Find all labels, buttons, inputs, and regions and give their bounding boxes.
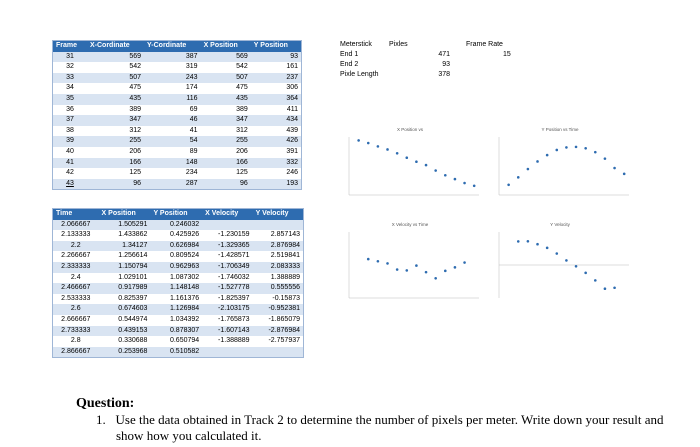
table-cell: -1.706349 [202, 262, 252, 273]
table-row [53, 94, 302, 105]
table-row [53, 52, 302, 63]
table-cell: 1.034392 [150, 315, 202, 326]
table-row [53, 251, 304, 262]
table-row [53, 62, 302, 73]
table-cell: 347 [201, 115, 251, 126]
table-cell: 243 [144, 73, 201, 84]
data-point [415, 160, 418, 163]
table-cell: -2.103175 [202, 304, 252, 315]
table-cell [202, 347, 252, 358]
table-cell: 306 [251, 83, 302, 94]
table-cell: 435 [201, 94, 251, 105]
frame-rate-block [466, 41, 511, 58]
table-cell: 31 [53, 52, 88, 63]
table-cell: 0.809524 [150, 251, 202, 262]
column-header: Time [53, 209, 99, 220]
x-position-chart [335, 127, 485, 207]
table-row [53, 147, 302, 158]
table-cell: 1.34127 [99, 241, 151, 252]
table-row [53, 73, 302, 84]
table-cell: 1.148148 [150, 283, 202, 294]
question-item [96, 412, 676, 444]
table-cell: 43 [53, 179, 88, 190]
table-cell: 0.825397 [99, 294, 151, 305]
data-point [604, 157, 607, 160]
table-cell: -0.952381 [253, 304, 304, 315]
data-point [444, 270, 447, 273]
table-cell: 1.505291 [99, 220, 151, 231]
table-cell: -1.865079 [253, 315, 304, 326]
table-cell: 435 [87, 94, 144, 105]
table-cell: 0.917989 [99, 283, 151, 294]
table-cell: 246 [251, 168, 302, 179]
table-cell: 89 [144, 147, 201, 158]
table-cell: 1.256614 [99, 251, 151, 262]
table-cell: 39 [53, 136, 88, 147]
data-point [434, 169, 437, 172]
table-row [53, 262, 304, 273]
table-row [53, 241, 304, 252]
data-point [425, 164, 428, 167]
chart-title: X Velocity vs Time [391, 222, 429, 227]
data-point [386, 262, 389, 265]
table-cell: 0.555556 [253, 283, 304, 294]
question-heading: Question: [76, 396, 135, 411]
table-cell: -0.15873 [253, 294, 304, 305]
table-cell: 391 [251, 147, 302, 158]
table-cell: -1.746032 [202, 273, 252, 284]
table-cell: 2.519841 [253, 251, 304, 262]
column-header: Frame [53, 41, 88, 52]
data-point [367, 142, 370, 145]
frame-rate-value: 15 [503, 51, 511, 58]
data-point [536, 160, 539, 163]
data-point [555, 252, 558, 255]
table-cell: 364 [251, 94, 302, 105]
chart-plot [335, 222, 485, 310]
frame-position-table [52, 40, 302, 190]
column-header: Y-Cordinate [144, 41, 201, 52]
data-point [613, 286, 616, 289]
table-cell: 2.733333 [53, 326, 99, 337]
table-cell: 2.066667 [53, 220, 99, 231]
table-cell: 507 [87, 73, 144, 84]
data-point [396, 152, 399, 155]
table-cell: -1.527778 [202, 283, 252, 294]
table-row [53, 304, 304, 315]
table-cell: 33 [53, 73, 88, 84]
table-cell: 1.433862 [99, 230, 151, 241]
data-point [454, 266, 457, 269]
data-point [594, 151, 597, 154]
table-cell: 41 [144, 126, 201, 137]
table-cell: 125 [201, 168, 251, 179]
table-row [53, 105, 302, 116]
velocity-table-body [53, 220, 304, 358]
data-point [463, 261, 466, 264]
table-cell: 569 [201, 52, 251, 63]
meterstick-title: Meterstick [340, 41, 372, 48]
meterstick-label: Pixle Length [340, 71, 379, 78]
data-point [517, 240, 520, 243]
table-row [53, 115, 302, 126]
table-cell: 0.330688 [99, 336, 151, 347]
x-velocity-chart [335, 222, 485, 310]
table-cell [202, 220, 252, 231]
table-cell: 312 [201, 126, 251, 137]
table-cell: 2.866667 [53, 347, 99, 358]
data-point [594, 279, 597, 282]
table-row [53, 347, 304, 358]
table-cell: 166 [87, 158, 144, 169]
table-cell: 0.439153 [99, 326, 151, 337]
table-cell: 319 [144, 62, 201, 73]
table-cell: 148 [144, 158, 201, 169]
table-cell: 234 [144, 168, 201, 179]
table-cell: 0.626984 [150, 241, 202, 252]
data-point [575, 265, 578, 268]
meterstick-pixels-header: Pixles [389, 41, 408, 48]
table-cell: 125 [87, 168, 144, 179]
table-cell: 42 [53, 168, 88, 179]
table-cell: 507 [201, 73, 251, 84]
table-cell: 69 [144, 105, 201, 116]
data-point [604, 287, 607, 290]
table-cell: 255 [87, 136, 144, 147]
data-point [555, 149, 558, 152]
table-cell: 0.425926 [150, 230, 202, 241]
table-cell: 0.510582 [150, 347, 202, 358]
chart-plot [485, 127, 635, 207]
table-row [53, 326, 304, 337]
data-point [444, 174, 447, 177]
table-cell: 0.962963 [150, 262, 202, 273]
table-cell: 2.6 [53, 304, 99, 315]
table-cell: 411 [251, 105, 302, 116]
table-cell: -1.825397 [202, 294, 252, 305]
table-cell: 0.674603 [99, 304, 151, 315]
table-row [53, 336, 304, 347]
table-cell: 38 [53, 126, 88, 137]
data-point [405, 156, 408, 159]
table-cell: 2.4 [53, 273, 99, 284]
column-header: X Position [99, 209, 151, 220]
data-point [357, 139, 360, 142]
data-point [386, 148, 389, 151]
table-cell: -1.607143 [202, 326, 252, 337]
data-point [405, 269, 408, 272]
frame-table-header [53, 41, 302, 52]
data-point [536, 243, 539, 246]
table-cell: 237 [251, 73, 302, 84]
chart-plot [485, 222, 635, 310]
table-cell: -2.876984 [253, 326, 304, 337]
table-cell: 96 [201, 179, 251, 190]
table-row [53, 168, 302, 179]
table-cell: 475 [201, 83, 251, 94]
table-cell: -2.757937 [253, 336, 304, 347]
question-text: Use the data obtained in Track 2 to determine the number of pixels per meter. Write down your result and show how you calculated it. [115, 412, 664, 443]
table-cell: 0.544974 [99, 315, 151, 326]
table-row [53, 273, 304, 284]
table-cell: 166 [201, 158, 251, 169]
table-cell: 1.087302 [150, 273, 202, 284]
table-row [53, 179, 302, 190]
table-cell: 2.2 [53, 241, 99, 252]
chart-title: X Position vs [396, 127, 423, 132]
meterstick-value: 93 [442, 61, 450, 68]
column-header: Y Position [251, 41, 302, 52]
column-header: X-Cordinate [87, 41, 144, 52]
table-cell: -1.428571 [202, 251, 252, 262]
meterstick-value: 471 [438, 51, 450, 58]
data-point [425, 271, 428, 274]
table-row [53, 83, 302, 94]
table-cell: 542 [87, 62, 144, 73]
meterstick-label: End 1 [340, 51, 359, 58]
table-cell: 347 [87, 115, 144, 126]
table-cell: 2.333333 [53, 262, 99, 273]
table-cell: 312 [87, 126, 144, 137]
table-cell: 1.388889 [253, 273, 304, 284]
chart-title: Y Velocity [550, 222, 570, 227]
velocity-table-header [53, 209, 304, 220]
table-cell: 174 [144, 83, 201, 94]
table-cell: 2.8 [53, 336, 99, 347]
data-point [463, 182, 466, 185]
table-cell: 0.246032 [150, 220, 202, 231]
meterstick-block [340, 41, 540, 81]
table-cell: 387 [144, 52, 201, 63]
table-cell: 287 [144, 179, 201, 190]
data-point [434, 277, 437, 280]
table-cell: 1.161376 [150, 294, 202, 305]
table-cell: 2.083333 [253, 262, 304, 273]
table-cell: 426 [251, 136, 302, 147]
table-cell: 1.126984 [150, 304, 202, 315]
data-point [575, 146, 578, 149]
table-row [53, 126, 302, 137]
data-point [623, 173, 626, 176]
table-cell: 542 [201, 62, 251, 73]
table-cell: -1.388889 [202, 336, 252, 347]
table-cell: 93 [251, 52, 302, 63]
table-cell: 332 [251, 158, 302, 169]
table-row [53, 158, 302, 169]
meterstick-label: End 2 [340, 61, 359, 68]
table-cell: 54 [144, 136, 201, 147]
table-cell: 46 [144, 115, 201, 126]
table-row [53, 136, 302, 147]
y-velocity-chart [485, 222, 635, 310]
table-cell: 40 [53, 147, 88, 158]
column-header: Y Velocity [253, 209, 304, 220]
table-cell: 35 [53, 94, 88, 105]
data-point [454, 178, 457, 181]
data-point [377, 145, 380, 148]
table-cell: 206 [87, 147, 144, 158]
table-cell: 2.876984 [253, 241, 304, 252]
table-row [53, 220, 304, 231]
table-cell: 1.150794 [99, 262, 151, 273]
data-point [546, 154, 549, 157]
table-cell: 1.029101 [99, 273, 151, 284]
table-cell: 389 [201, 105, 251, 116]
table-cell: 41 [53, 158, 88, 169]
data-point [415, 264, 418, 267]
table-cell: 206 [201, 147, 251, 158]
column-header: X Velocity [202, 209, 252, 220]
data-point [584, 272, 587, 275]
data-point [613, 167, 616, 170]
table-cell: 36 [53, 105, 88, 116]
table-cell: 0.253968 [99, 347, 151, 358]
table-cell: 116 [144, 94, 201, 105]
table-row [53, 294, 304, 305]
data-point [507, 184, 510, 187]
data-point [584, 147, 587, 150]
table-cell: 96 [87, 179, 144, 190]
table-cell: -1.230159 [202, 230, 252, 241]
question-block [76, 396, 676, 444]
data-point [527, 240, 530, 243]
table-row [53, 230, 304, 241]
table-cell: 255 [201, 136, 251, 147]
data-point [377, 260, 380, 263]
table-cell: 193 [251, 179, 302, 190]
table-cell: 389 [87, 105, 144, 116]
table-cell: 439 [251, 126, 302, 137]
table-cell: -1.329365 [202, 241, 252, 252]
table-cell: 32 [53, 62, 88, 73]
y-position-chart [485, 127, 635, 207]
table-cell: 2.466667 [53, 283, 99, 294]
frame-table-body [53, 52, 302, 190]
table-cell: 2.266667 [53, 251, 99, 262]
table-cell: 161 [251, 62, 302, 73]
data-point [396, 268, 399, 271]
velocity-table [52, 208, 304, 358]
data-point [367, 258, 370, 261]
data-point [546, 247, 549, 250]
data-point [565, 146, 568, 149]
table-cell: 2.857143 [253, 230, 304, 241]
table-cell: 2.133333 [53, 230, 99, 241]
table-cell: -1.765873 [202, 315, 252, 326]
meterstick-value: 378 [438, 71, 450, 78]
data-point [517, 176, 520, 179]
column-header: X Position [201, 41, 251, 52]
table-cell: 475 [87, 83, 144, 94]
table-row [53, 315, 304, 326]
chart-title: Y Position vs Time [541, 127, 579, 132]
table-cell: 434 [251, 115, 302, 126]
table-cell: 37 [53, 115, 88, 126]
table-cell: 2.533333 [53, 294, 99, 305]
table-cell: 569 [87, 52, 144, 63]
frame-rate-label: Frame Rate [466, 41, 503, 48]
table-cell [253, 347, 304, 358]
chart-plot [335, 127, 485, 207]
column-header: Y Position [150, 209, 202, 220]
table-cell: 2.666667 [53, 315, 99, 326]
data-point [565, 259, 568, 262]
table-cell: 0.878307 [150, 326, 202, 337]
table-cell [253, 220, 304, 231]
table-cell: 0.650794 [150, 336, 202, 347]
table-cell: 34 [53, 83, 88, 94]
data-point [527, 168, 530, 171]
table-row [53, 283, 304, 294]
data-point [473, 184, 476, 187]
question-number: 1. [96, 412, 106, 427]
